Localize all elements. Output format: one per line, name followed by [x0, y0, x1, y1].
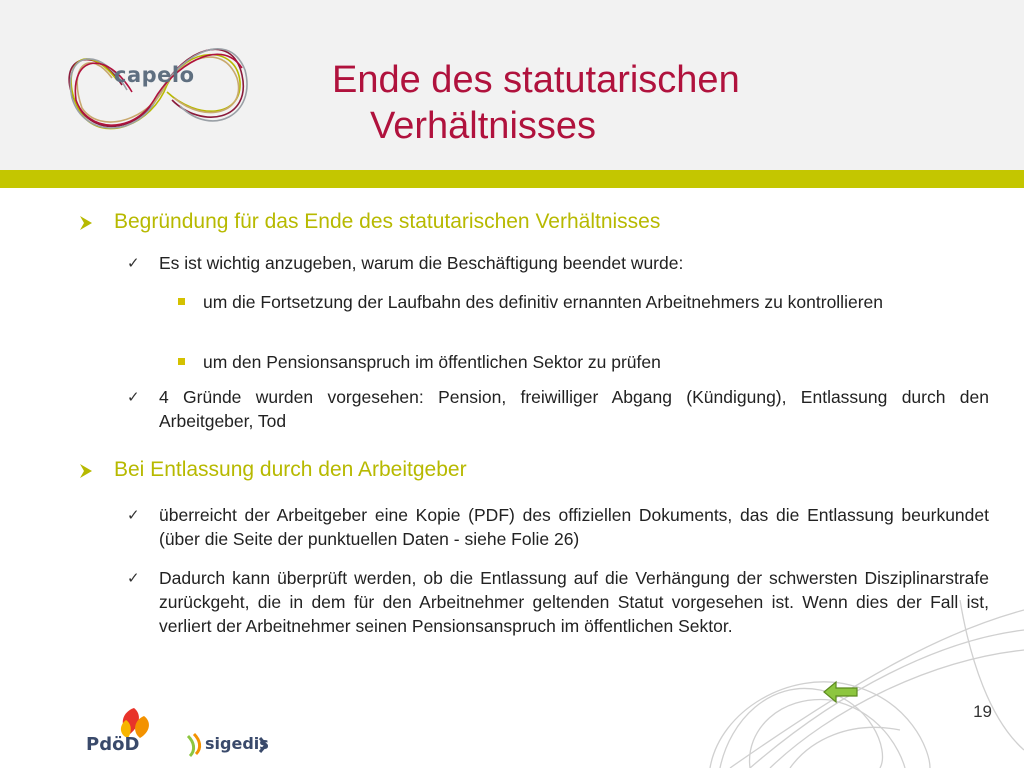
title-line-2: Verhältnisses — [370, 105, 597, 147]
list-item-text: überreicht der Arbeitgeber eine Kopie (PDF) des offiziellen Dokuments, das die Entlassung beurkundet (über die Seite der punktuellen Daten - siehe Folie 26) — [159, 505, 989, 549]
sigedis-logo-text: sigedis — [205, 734, 269, 753]
list-item-text: 4 Gründe wurden vorgesehen: Pension, freiwilliger Abgang (Kündigung), Entlassung durch den Arbeitgeber, Tod — [159, 387, 989, 431]
arrow-bullet-icon — [76, 461, 96, 481]
section-heading-text: Begründung für das Ende des statutarischen Verhältnisses — [114, 210, 661, 233]
page-number: 19 — [973, 702, 992, 721]
square-bullet-icon — [178, 298, 185, 305]
sub-list-item-text: um die Fortsetzung der Laufbahn des definitiv ernannten Arbeitnehmers zu kontrollieren — [203, 292, 883, 312]
sub-list-item-text: um den Pensionsanspruch im öffentlichen Sektor zu prüfen — [203, 352, 661, 372]
checkmark-icon: ✓ — [127, 254, 140, 272]
back-arrow-icon[interactable] — [823, 680, 859, 704]
pdod-logo-text: PdöD — [86, 734, 140, 755]
arrow-bullet-icon — [76, 213, 96, 233]
square-bullet-icon — [178, 358, 185, 365]
title-line-1: Ende des statutarischen — [332, 59, 740, 101]
section-heading-text: Bei Entlassung durch den Arbeitgeber — [114, 458, 467, 481]
checkmark-icon: ✓ — [127, 388, 140, 406]
list-item-text: Dadurch kann überprüft werden, ob die Entlassung auf die Verhängung der schwersten Disziplinarstrafe zurückgeht, die in dem für den Arbeitnehmer geltenden Statut vorgesehen ist. Wenn dies der Fall ist, verliert der Arbeitnehmer seinen Pensionsanspruch im öffentlichen Sektor. — [159, 568, 989, 636]
logo-wordmark: capelo — [114, 63, 195, 87]
checkmark-icon: ✓ — [127, 506, 140, 524]
checkmark-icon: ✓ — [127, 569, 140, 587]
list-item-text: Es ist wichtig anzugeben, warum die Beschäftigung beendet wurde: — [159, 253, 684, 273]
